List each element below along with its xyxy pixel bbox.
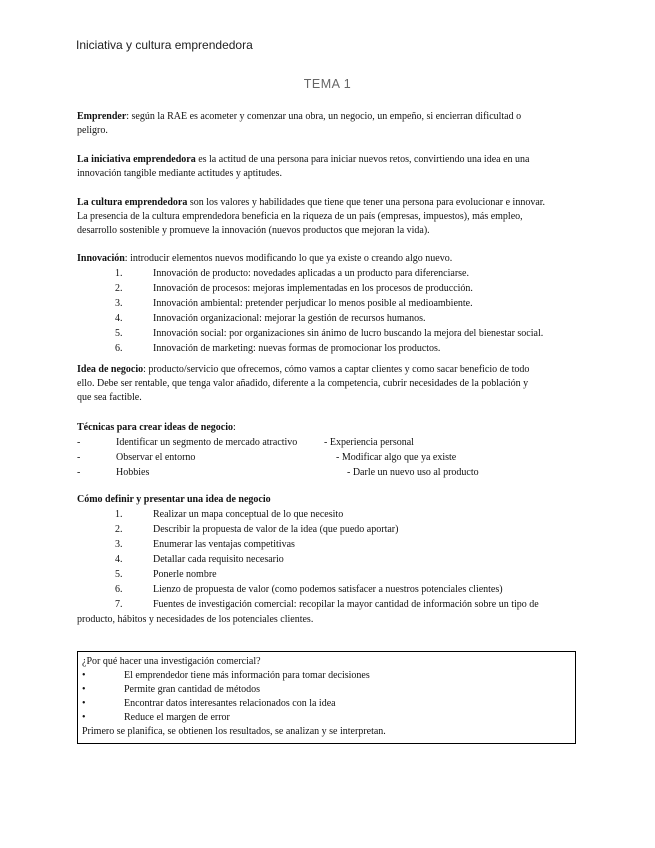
item-text: Innovación de producto: novedades aplicadas a un producto para diferenciarse.: [153, 268, 469, 279]
emprender-term: Emprender: [77, 111, 127, 122]
list-item: [82, 697, 571, 711]
tecnicas-heading: Técnicas para crear ideas de negocio: [77, 422, 233, 433]
iniciativa-paragraph: [77, 153, 577, 181]
item-text: Enumerar las ventajas competitivas: [153, 539, 295, 550]
list-item: [82, 669, 571, 683]
iniciativa-text-1: es la actitud de una persona para iniciar nuevos retos, convirtiendo una idea en una: [195, 154, 530, 165]
item-text: Innovación organizacional: mejorar la gestión de recursos humanos.: [153, 313, 426, 324]
list-item: [77, 538, 597, 553]
list-item: [77, 553, 597, 568]
technique-left: Observar el entorno: [116, 452, 196, 463]
list-item: [82, 711, 571, 725]
item-text: Realizar un mapa conceptual de lo que necesito: [153, 509, 344, 520]
cultura-paragraph: [77, 196, 577, 238]
box-question: ¿Por qué hacer una investigación comercial?: [82, 656, 261, 667]
list-item: [77, 312, 597, 327]
cultura-text-1: son los valores y habilidades que tiene que tener una persona para evolucionar e innovar.: [187, 197, 546, 208]
item-text: Ponerle nombre: [153, 569, 217, 580]
idea-text-2: ello. Debe ser rentable, que tenga valor añadido, diferente a la competencia, cubrir necesidades de la población y: [77, 378, 529, 389]
item-text: Innovación social: por organizaciones sin ánimo de lucro buscando la mejora del bienestar social.: [153, 328, 544, 339]
bullet-text: Encontrar datos interesantes relacionados con la idea: [124, 698, 336, 709]
item-text: Fuentes de investigación comercial: recopilar la mayor cantidad de información sobre un tipo de: [153, 599, 539, 610]
dash-marker: -: [77, 437, 81, 448]
item-text: Innovación de procesos: mejoras implementadas en los procesos de producción.: [153, 283, 473, 294]
innovacion-list: [77, 267, 597, 357]
bullet-icon: •: [82, 712, 86, 723]
item-text: Describir la propuesta de valor de la idea (que puedo aportar): [153, 524, 399, 535]
item-text: Innovación ambiental: pretender perjudicar lo menos posible al medioambiente.: [153, 298, 473, 309]
iniciativa-text-2: innovación tangible mediante actitudes y aptitudes.: [77, 168, 282, 179]
list-item: [77, 267, 597, 282]
innovacion-term: Innovación: [77, 253, 125, 264]
technique-left: Identificar un segmento de mercado atractivo: [116, 437, 298, 448]
item-number: 6.: [115, 584, 123, 595]
list-item: [77, 508, 597, 523]
list-item: [77, 282, 597, 297]
item-number: 1.: [115, 268, 123, 279]
bullet-text: Reduce el margen de error: [124, 712, 230, 723]
idea-text-3: que sea factible.: [77, 392, 142, 403]
item-number: 4.: [115, 554, 123, 565]
innovacion-text: : introducir elementos nuevos modificando lo que ya existe o creando algo nuevo.: [124, 253, 453, 264]
bullet-icon: •: [82, 670, 86, 681]
item-number: 5.: [115, 328, 123, 339]
technique-right: - Modificar algo que ya existe: [336, 452, 457, 463]
list-item: [77, 598, 597, 613]
item-number: 4.: [115, 313, 123, 324]
item-number: 3.: [115, 298, 123, 309]
definir-heading-line: [77, 493, 577, 507]
bullet-icon: •: [82, 684, 86, 695]
bullet-icon: •: [82, 698, 86, 709]
table-row: [77, 436, 597, 451]
item-text: Innovación de marketing: nuevas formas de promocionar los productos.: [153, 343, 441, 354]
iniciativa-term: La iniciativa emprendedora: [77, 154, 196, 165]
dash-marker: -: [77, 452, 81, 463]
list-item: [77, 583, 597, 598]
page-header: Iniciativa y cultura emprendedora: [76, 38, 253, 52]
emprender-text-2: peligro.: [77, 125, 108, 136]
technique-left: Hobbies: [116, 467, 150, 478]
idea-text-1: : producto/servicio que ofrecemos, cómo vamos a captar clientes y como sacar beneficio de todo: [143, 364, 530, 375]
page-title: TEMA 1: [303, 77, 352, 91]
research-box: [77, 651, 576, 744]
item-number: 2.: [115, 524, 123, 535]
technique-right: - Experiencia personal: [324, 437, 414, 448]
idea-paragraph: [77, 363, 577, 405]
idea-term: Idea de negocio: [77, 364, 144, 375]
definir-list: [77, 508, 597, 628]
table-row: [77, 451, 597, 466]
bullet-text: Permite gran cantidad de métodos: [124, 684, 261, 695]
definir-continuation: producto, hábitos y necesidades de los potenciales clientes.: [77, 614, 314, 625]
table-row: [77, 466, 597, 481]
list-item: [77, 568, 597, 583]
emprender-text-1: : según la RAE es acometer y comenzar una obra, un negocio, un empeño, si encierran dificultad o: [126, 111, 522, 122]
item-number: 7.: [115, 599, 123, 610]
item-text: Detallar cada requisito necesario: [153, 554, 284, 565]
list-item: [82, 683, 571, 697]
innovacion-intro: [77, 252, 577, 266]
list-item: [77, 523, 597, 538]
list-item: [77, 342, 597, 357]
tecnicas-colon: :: [233, 422, 236, 433]
item-number: 2.: [115, 283, 123, 294]
item-text: Lienzo de propuesta de valor (como podemos satisfacer a nuestros potenciales clientes): [153, 584, 503, 595]
cultura-text-3: desarrollo sostenible y promueve la innovación (nuevos productos que mejoran la vida).: [77, 225, 430, 236]
tecnicas-heading-line: [77, 421, 577, 435]
list-item: [77, 297, 597, 312]
item-number: 6.: [115, 343, 123, 354]
bullet-text: El emprendedor tiene más información para tomar decisiones: [124, 670, 370, 681]
item-number: 5.: [115, 569, 123, 580]
dash-marker: -: [77, 467, 81, 478]
cultura-text-2: La presencia de la cultura emprendedora beneficia en la riqueza de un país (empresas, impuestos), más empleo,: [77, 211, 523, 222]
emprender-paragraph: [77, 110, 577, 138]
item-number: 3.: [115, 539, 123, 550]
cultura-term: La cultura emprendedora: [77, 197, 188, 208]
box-closing: Primero se planifica, se obtienen los resultados, se analizan y se interpretan.: [82, 726, 386, 737]
tecnicas-list: [77, 436, 597, 481]
item-number: 1.: [115, 509, 123, 520]
definir-heading: Cómo definir y presentar una idea de negocio: [77, 494, 271, 505]
technique-right: - Darle un nuevo uso al producto: [347, 467, 479, 478]
list-item: [77, 327, 597, 342]
